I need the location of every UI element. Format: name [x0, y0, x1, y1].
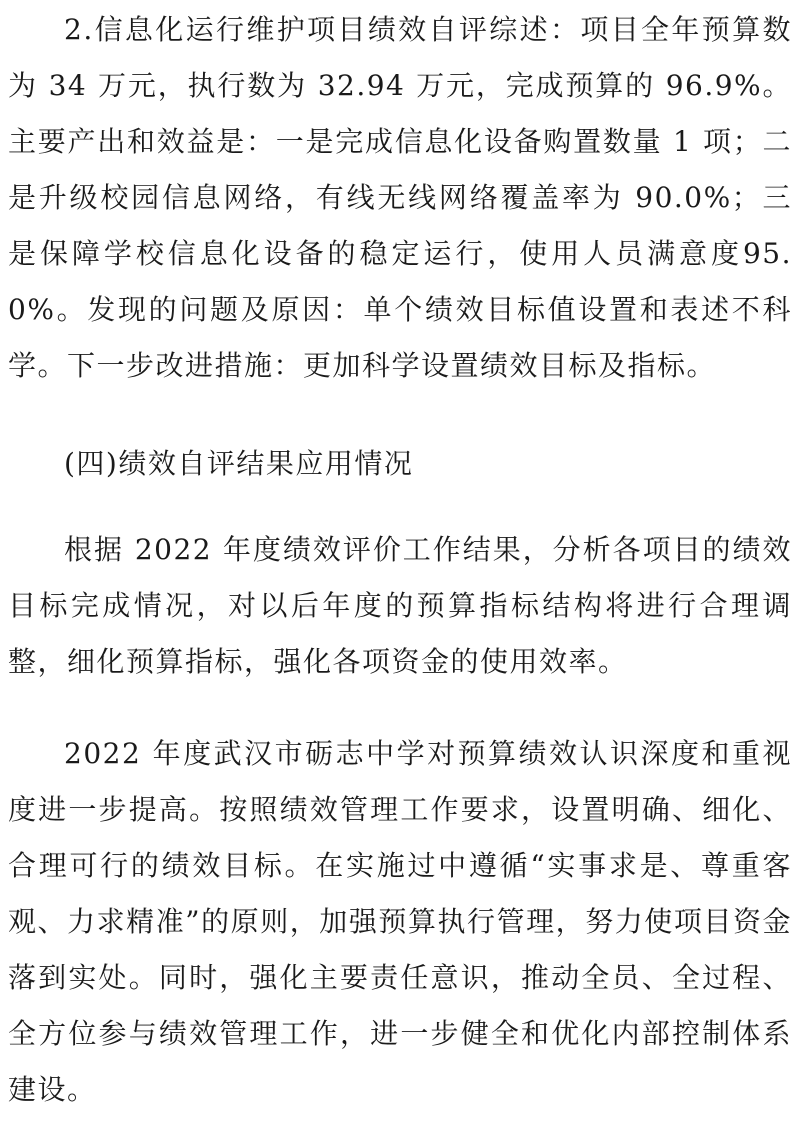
paragraph-result-application: 根据 2022 年度绩效评价工作结果，分析各项目的绩效目标完成情况，对以后年度的预算指标结构将进行合理调整，细化预算指标，强化各项资金的使用效率。 [8, 533, 792, 678]
section-heading: (四)绩效自评结果应用情况 [64, 447, 414, 480]
paragraph-performance-management: 2022 年度武汉市砺志中学对预算绩效认识深度和重视度进一步提高。按照绩效管理工作要求，设置明确、细化、合理可行的绩效目标。在实施过中遵循“实事求是、尊重客观、力求精准”的原则，加强预算执行管理，努力使项目资金落到实处。同时，强化主要责任意识，推动全员、全过程、全方位参与绩效管理工作，进一步健全和优化内部控制体系建设。 [8, 737, 792, 1106]
paragraph-it-maintenance-summary: 2.信息化运行维护项目绩效自评综述：项目全年预算数为 34 万元，执行数为 32.94 万元，完成预算的 96.9%。主要产出和效益是：一是完成信息化设备购置数量 1 项；二是升级校园信息网络，有线无线网络覆盖率为 90.0%；三是保障学校信息化设备的稳定运行，使用人员满意度95.0%。发现的问题及原因：单个绩效目标值设置和表述不科学。下一步改进措施：更加科学设置绩效目标及指标。 [8, 13, 792, 382]
